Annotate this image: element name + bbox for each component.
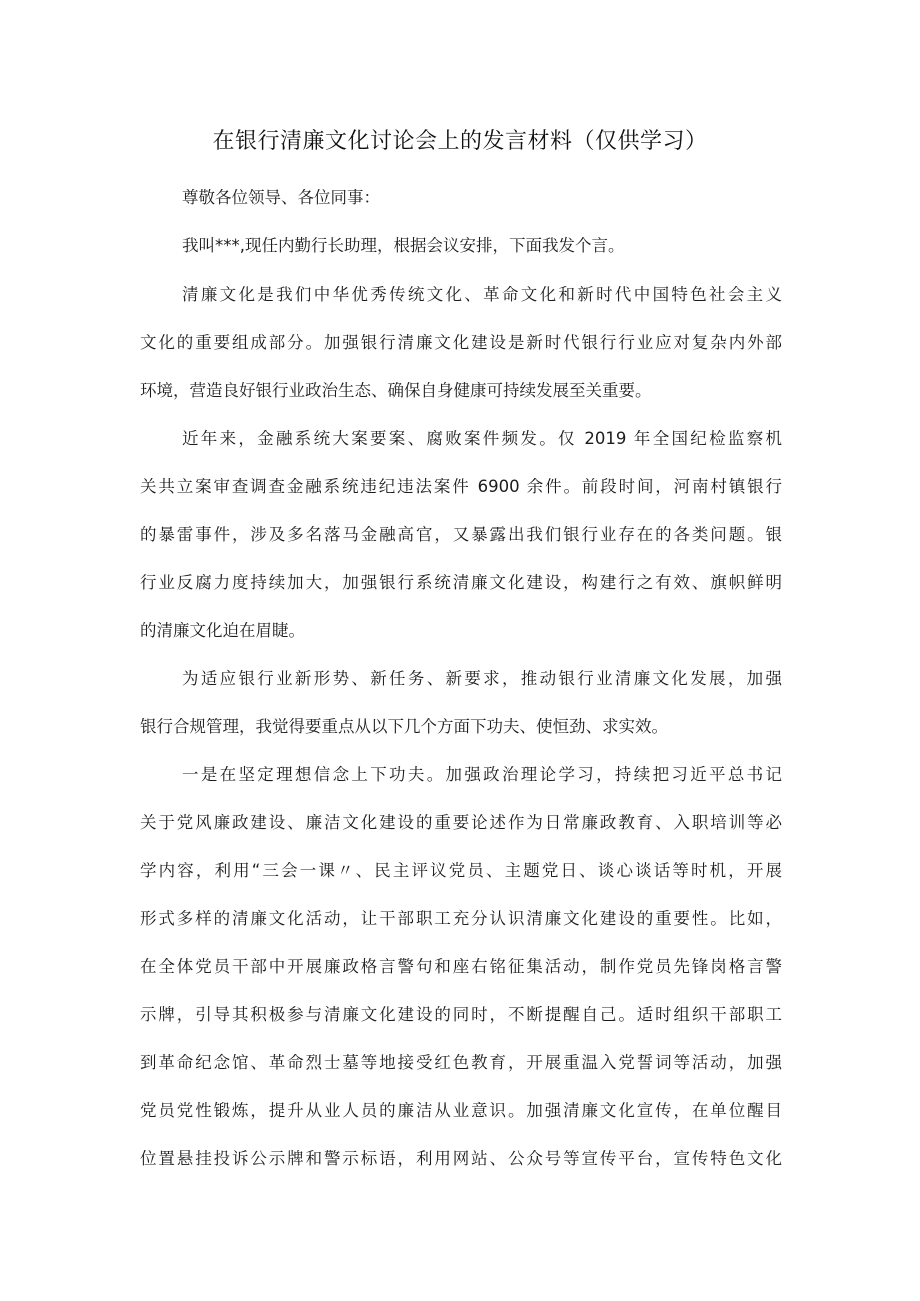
paragraph-line: 为适应银行业新形势、新任务、新要求，推动银行业清廉文化发展，加强 (182, 669, 782, 688)
paragraph-line: 位置悬挂投诉公示牌和警示标语，利用网站、公众号等宣传平台，宣传特色文化 (140, 1149, 782, 1168)
paragraph-line: 环境，营造良好银行业政治生态、确保自身健康可持续发展至关重要。 (140, 381, 652, 400)
paragraph-line: 行业反腐力度持续加大，加强银行系统清廉文化建设，构建行之有效、旗帜鲜明 (140, 573, 782, 592)
paragraph-line: 到革命纪念馆、革命烈士墓等地接受红色教育，开展重温入党誓词等活动，加强 (140, 1053, 782, 1072)
paragraph-line: 我叫***,现任内勤行长助理，根据会议安排，下面我发个言。 (182, 236, 625, 255)
paragraph-line: 银行合规管理，我觉得要重点从以下几个方面下功夫、使恒劲、求实效。 (140, 717, 668, 736)
paragraph-line: 关于党风廉政建设、廉洁文化建设的重要论述作为日常廉政教育、入职培训等必 (140, 813, 782, 832)
paragraph-line: 关共立案审查调查金融系统违纪违法案件 6900 余件。前段时间，河南村镇银行 (140, 477, 782, 496)
paragraph-line: 在全体党员干部中开展廉政格言警句和座右铭征集活动，制作党员先锋岗格言警 (140, 957, 782, 976)
paragraph-line: 学内容，利用“三会一课〃、民主评议党员、主题党日、谈心谈话等时机，开展 (140, 861, 782, 880)
paragraph-line: 的暴雷事件，涉及多名落马金融高官，又暴露出我们银行业存在的各类问题。银 (140, 525, 782, 544)
paragraph-line: 近年来，金融系统大案要案、腐败案件频发。仅 2019 年全国纪检监察机 (182, 429, 782, 448)
paragraph-line: 形式多样的清廉文化活动，让干部职工充分认识清廉文化建设的重要性。比如， (140, 909, 782, 928)
paragraph-line: 党员党性锻炼，提升从业人员的廉洁从业意识。加强清廉文化宣传，在单位醒目 (140, 1101, 782, 1120)
document-title: 在银行清廉文化讨论会上的发言材料（仅供学习） (212, 129, 708, 154)
salutation: 尊敬各位领导、各位同事： (182, 188, 380, 207)
paragraph-line: 一是在坚定理想信念上下功夫。加强政治理论学习，持续把习近平总书记 (182, 765, 782, 784)
paragraph-line: 文化的重要组成部分。加强银行清廉文化建设是新时代银行行业应对复杂内外部 (140, 333, 782, 352)
paragraph-line: 的清廉文化迫在眉睫。 (140, 621, 305, 640)
paragraph-line: 示牌，引导其积极参与清廉文化建设的同时，不断提醒自己。适时组织干部职工 (140, 1005, 782, 1024)
paragraph-line: 清廉文化是我们中华优秀传统文化、革命文化和新时代中国特色社会主义 (182, 285, 782, 304)
